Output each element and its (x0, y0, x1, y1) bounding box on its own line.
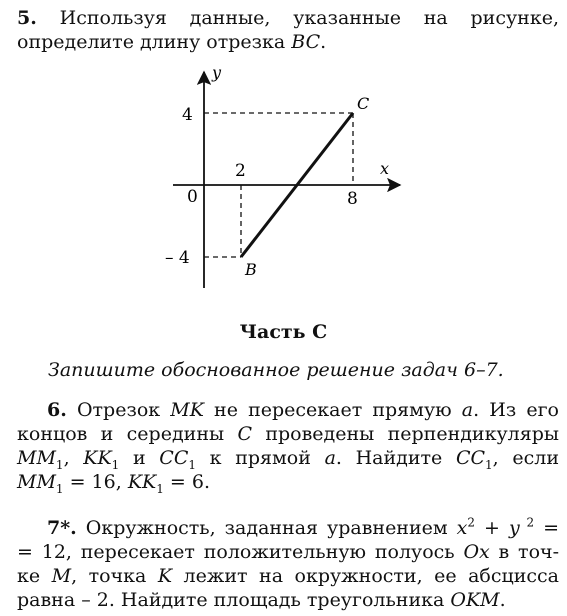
segment-mm1: MM (17, 447, 56, 469)
problem-6-line-4 (17, 470, 559, 494)
problem-6 (17, 398, 559, 494)
problem-5-period: . (320, 31, 327, 53)
point-k: K (157, 565, 173, 587)
tick-y-4: 4 (182, 105, 193, 125)
line-a-label: a (324, 447, 336, 469)
problem-7-text: ке (17, 565, 52, 587)
var-y: y (508, 517, 520, 539)
point-c-label: C (357, 94, 370, 113)
problem-7-line-4 (17, 588, 559, 612)
segment-bc-label: BC (291, 31, 321, 53)
problem-6-line-3 (17, 446, 559, 470)
subscript: 1 (188, 457, 197, 472)
section-instruction: Запишите обоснованное решение задач 6–7. (48, 359, 504, 381)
problem-7-text: . (499, 589, 506, 611)
problem-6-text: , (63, 447, 84, 469)
segment-mm1: MM (17, 471, 56, 493)
problem-5-number: 5. (17, 7, 37, 29)
segment-kk1: KK (83, 447, 112, 469)
subscript: 1 (55, 481, 64, 496)
problem-5-text-1: Используя данные, указанные на рисунке, (59, 7, 559, 29)
problem-7-text: = 12, пересекает положительную полуось (17, 541, 464, 563)
segment-cc1: CC (455, 447, 486, 469)
problem-6-line-2 (17, 422, 559, 446)
problem-7-text: равна – 2. Найдите площадь треугольника (17, 589, 451, 611)
problem-6-number: 6. (47, 399, 67, 421)
point-b-label: B (245, 260, 257, 279)
subscript: 1 (55, 457, 64, 472)
subscript: 1 (111, 457, 120, 472)
segment-cc1: CC (159, 447, 189, 469)
problem-6-text: и (119, 447, 160, 469)
problem-7-line-1 (17, 516, 559, 540)
segment-kk1: KK (127, 471, 157, 493)
problem-7-number: 7*. (47, 517, 77, 539)
problem-6-text: к прямой (196, 447, 325, 469)
triangle-okm: OKM (450, 589, 500, 611)
problem-6-text: Отрезок (66, 399, 171, 421)
problem-7-line-3 (17, 564, 559, 588)
problem-6-text: = 16, (63, 471, 128, 493)
problem-6-line-1 (17, 398, 559, 422)
problem-7-text: лежит на окружности, ее абсцисса (172, 565, 559, 587)
point-c-var: C (237, 423, 252, 445)
origin-label: 0 (187, 187, 198, 207)
subscript: 1 (485, 457, 493, 472)
tick-y-neg4: – 4 (165, 248, 190, 268)
axis-x-label: x (380, 159, 390, 178)
var-x: x (456, 517, 468, 539)
problem-7-line-2 (17, 540, 559, 564)
problem-6-text: . Найдите (335, 447, 456, 469)
section-title: Часть С (239, 321, 328, 343)
problem-7 (17, 516, 559, 612)
subscript: 1 (156, 481, 164, 496)
line-a-label: a (461, 399, 474, 421)
axis-y-label: y (212, 63, 222, 82)
tick-x-2: 2 (235, 161, 246, 181)
problem-7-text: в точ- (489, 541, 559, 563)
problem-6-text: проведены перпендикуляры (251, 423, 559, 445)
problem-7-text: + (475, 517, 509, 539)
problem-7-text: = (534, 517, 559, 539)
problem-7-text: , точка (71, 565, 158, 587)
problem-5-text-2: определите длину отрезка (17, 31, 292, 53)
axis-ox: Ox (463, 541, 490, 563)
problem-6-text: , если (492, 447, 559, 469)
problem-6-text: = 6. (163, 471, 210, 493)
point-m: M (51, 565, 72, 587)
problem-6-text: не пересекает прямую (203, 399, 462, 421)
superscript: 2 (467, 515, 476, 530)
tick-x-8: 8 (347, 189, 358, 209)
problem-7-text: Окружность, заданная уравнением (76, 517, 457, 539)
superscript: 2 (519, 515, 535, 530)
segment-mk-label: MK (170, 399, 204, 421)
problem-6-text: концов и середины (17, 423, 238, 445)
problem-6-text: . Из его (473, 399, 559, 421)
